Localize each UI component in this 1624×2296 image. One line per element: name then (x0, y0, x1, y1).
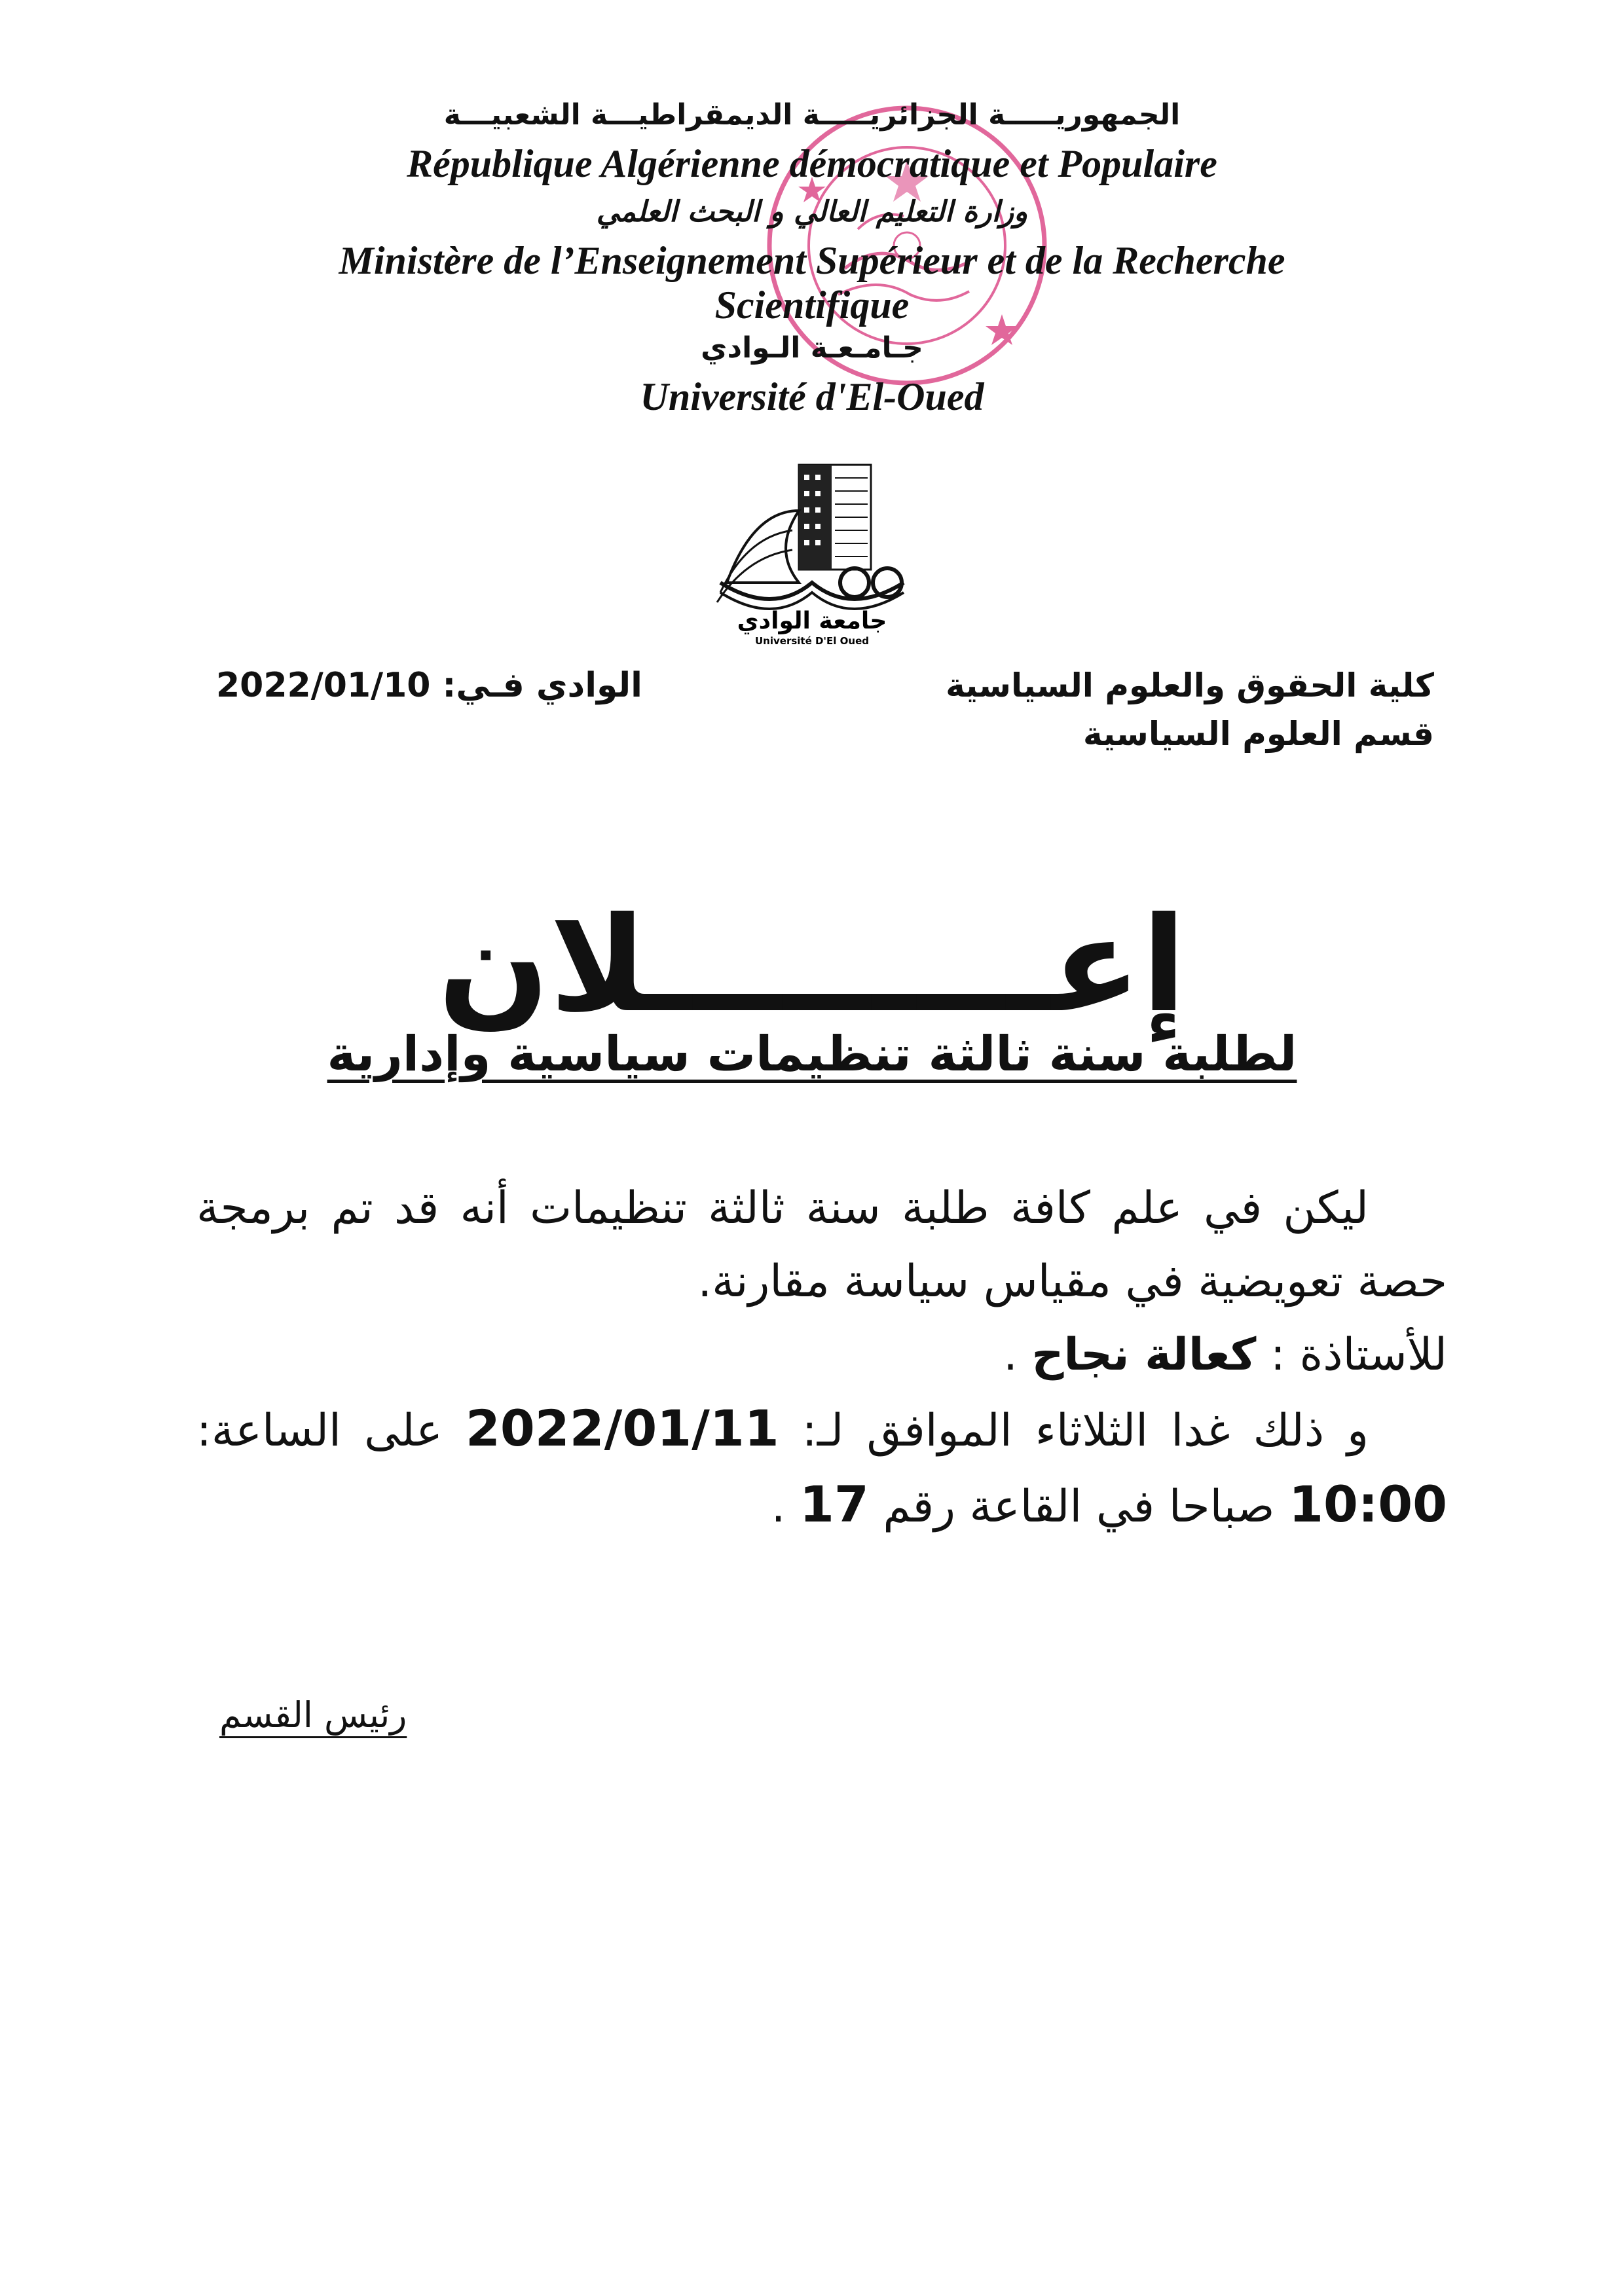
letterhead (0, 92, 1624, 422)
announcement-body (196, 1172, 1447, 1544)
department-name: قسم العلوم السياسية (1082, 715, 1434, 753)
body-paragraph-2: للأستاذة : كعالة نجاح . (1003, 1329, 1447, 1381)
signature-block (219, 1689, 407, 1741)
header-ministry-ar: وزارة التعليم العالي و البحث العلمي (596, 195, 1028, 228)
header-university-fr: Université d'El-Oued (640, 375, 984, 418)
date-value: 2022/01/10 (216, 666, 431, 705)
session-time: 10:00 (1289, 1475, 1447, 1533)
header-republic-ar: الجمهوريـــــة الجزائريـــــة الديمقراطيـــة الشعبيـــة (443, 98, 1181, 132)
faculty-name: كلية الحقوق والعلوم السياسية (946, 666, 1434, 704)
header-university-ar: جـامـعـة الـوادي (701, 331, 923, 365)
header-ministry-fr: Ministère de l’Enseignement Supérieur et de la Recherche (339, 239, 1285, 282)
session-date: 2022/01/11 (466, 1399, 779, 1457)
signature-title: رئيس القسم (219, 1694, 407, 1736)
announcement-title: إعـــــــــلان (437, 889, 1187, 1042)
date-block (216, 661, 642, 710)
header-republic-fr: République Algérienne démocratique et Populaire (407, 142, 1217, 185)
body-paragraph-3: و ذلك غدا الثلاثاء الموافق لـ: 2022/01/11 على الساعة: 10:00 صباحا في القاعة رقم 17 . (196, 1399, 1447, 1533)
announcement-subtitle-wrap (0, 1018, 1624, 1090)
professor-name: كعالة نجاح (1031, 1329, 1257, 1381)
room-number: 17 (799, 1475, 869, 1533)
date-label: الوادي فـي: (430, 666, 642, 705)
faculty-block (946, 661, 1434, 758)
logo-text-fr: Université D'El Oued (755, 635, 869, 647)
announcement-subtitle: لطلبة سنة ثالثة تنظيمات سياسية وإدارية (327, 1026, 1297, 1082)
body-paragraph-1: ليكن في علم كافة طلبة سنة ثالثة تنظيمات أنه قد تم برمجة حصة تعويضية في مقياس سياسة مقارنة. (196, 1182, 1447, 1307)
logo-text-ar: جامعة الوادي (737, 608, 887, 634)
university-logo (701, 452, 917, 648)
header-ministry-fr-2: Scientifique (714, 283, 910, 327)
